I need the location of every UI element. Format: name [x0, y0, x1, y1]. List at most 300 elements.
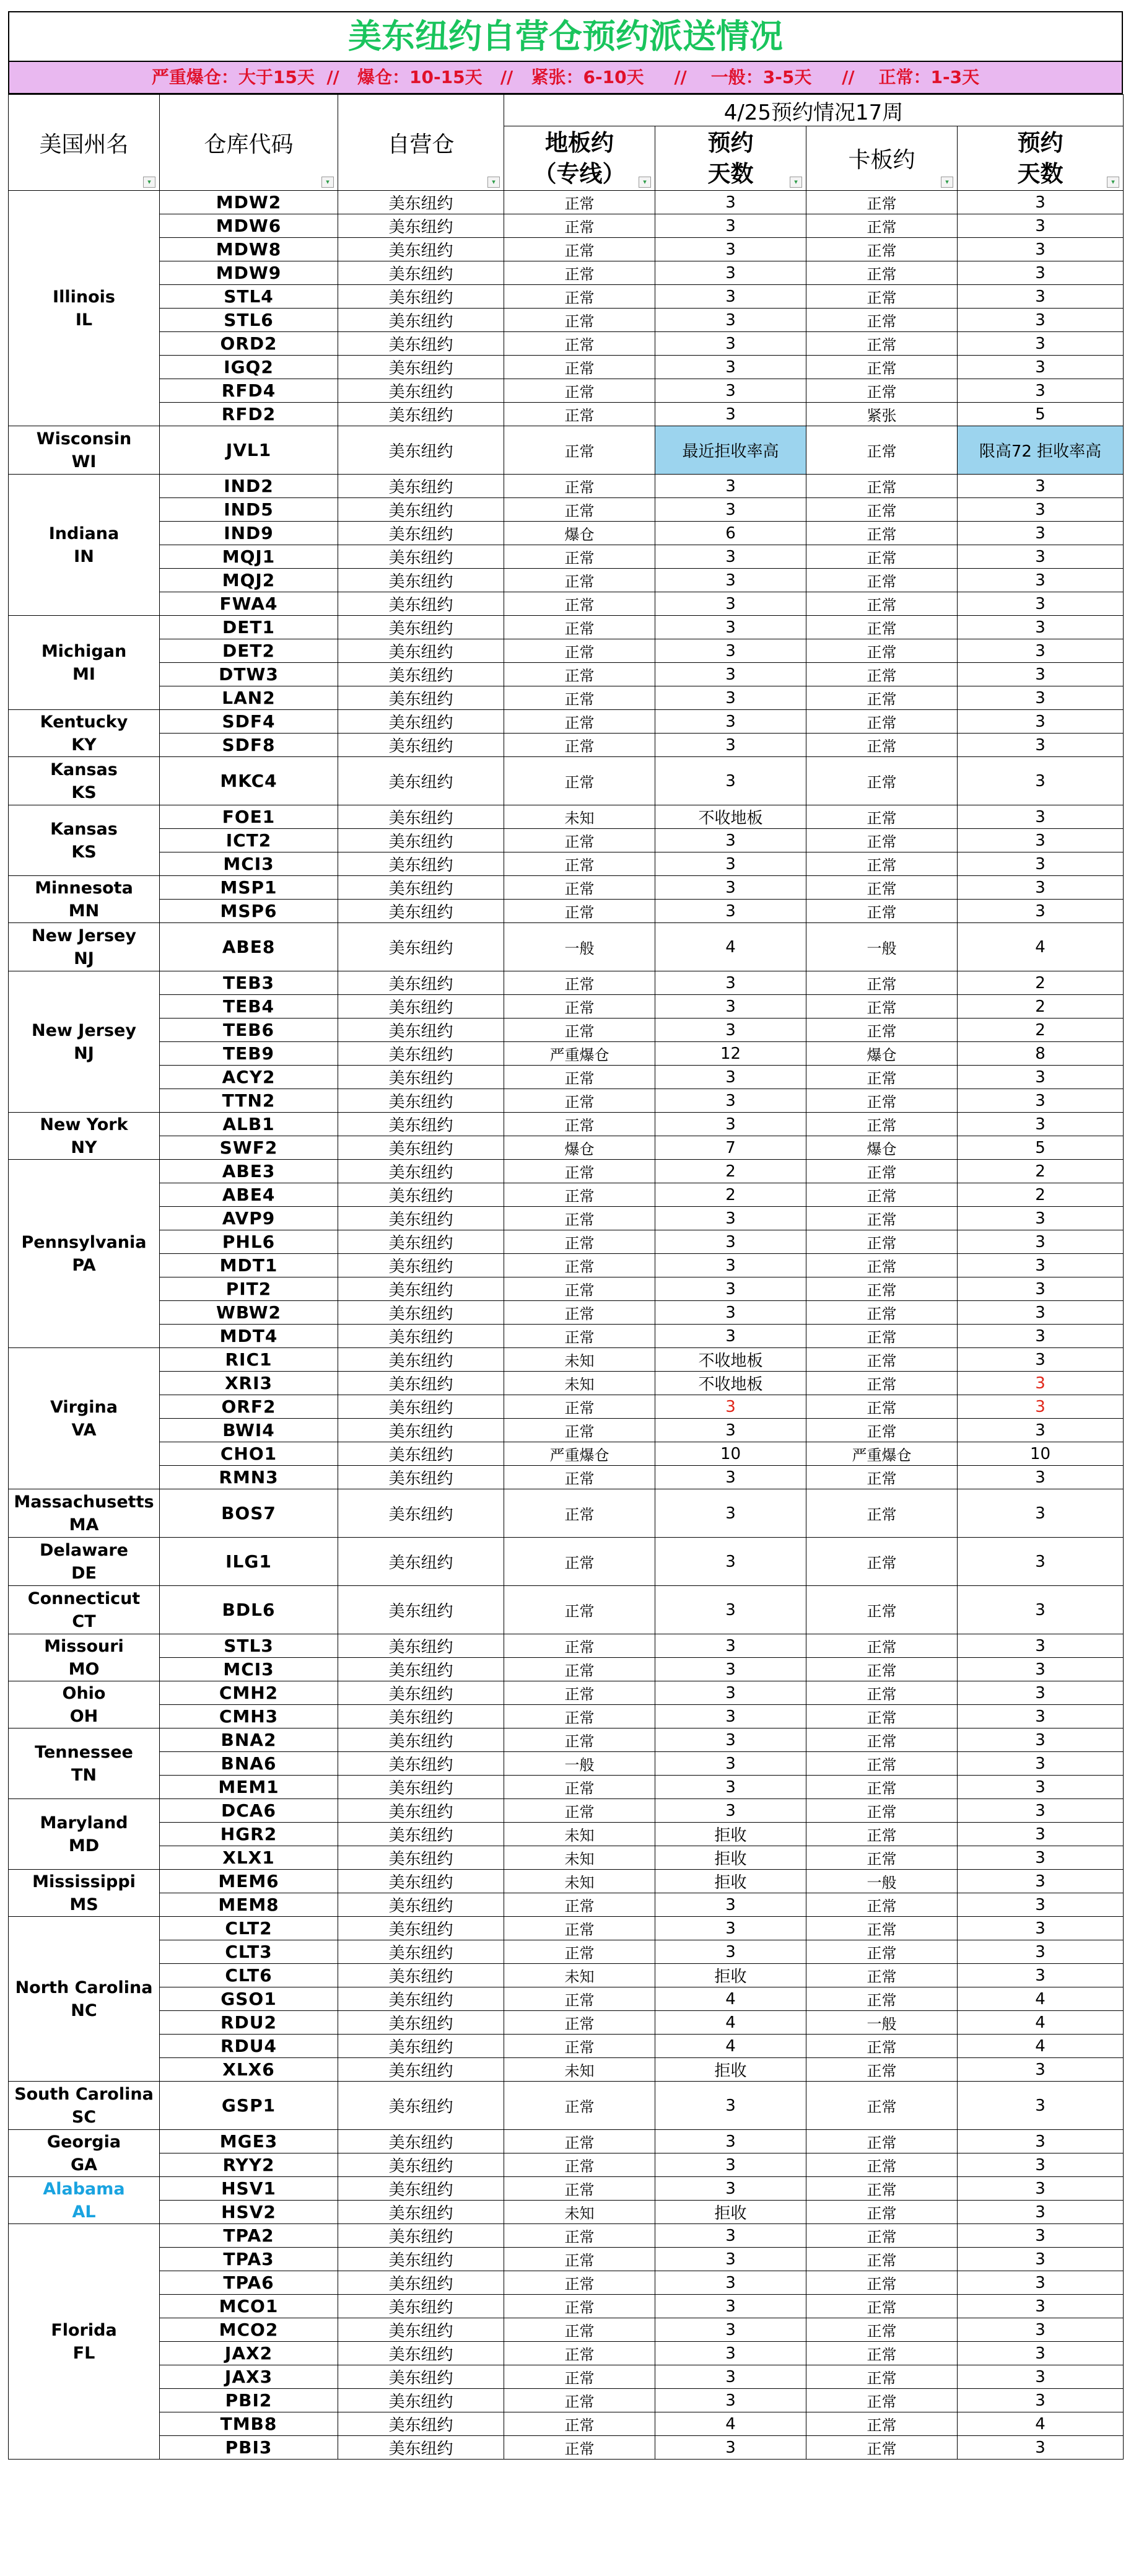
pallet-days-cell[interactable]: 3: [958, 639, 1124, 663]
code-cell[interactable]: BOS7: [160, 1489, 338, 1538]
floor-days-cell[interactable]: 3: [655, 1586, 806, 1634]
floor-days-cell[interactable]: 3: [655, 1799, 806, 1823]
code-cell[interactable]: PIT2: [160, 1277, 338, 1301]
floor-status-cell[interactable]: 严重爆仓: [504, 1042, 655, 1066]
floor-days-cell[interactable]: 3: [655, 2130, 806, 2153]
pallet-status-cell[interactable]: 正常: [806, 1823, 958, 1846]
code-cell[interactable]: MDW8: [160, 238, 338, 261]
state-cell[interactable]: [9, 1348, 160, 1489]
warehouse-cell[interactable]: 美东纽约: [338, 2318, 504, 2342]
pallet-days-cell[interactable]: 3: [958, 1230, 1124, 1254]
warehouse-cell[interactable]: 美东纽约: [338, 498, 504, 522]
code-cell[interactable]: XLX1: [160, 1846, 338, 1870]
pallet-days-cell[interactable]: 3: [958, 1964, 1124, 1987]
pallet-status-cell[interactable]: 一般: [806, 923, 958, 971]
pallet-days-cell[interactable]: 3: [958, 1893, 1124, 1917]
floor-days-cell[interactable]: 3: [655, 1019, 806, 1042]
floor-status-cell[interactable]: 正常: [504, 2295, 655, 2318]
pallet-days-cell[interactable]: 3: [958, 285, 1124, 309]
pallet-days-cell[interactable]: 8: [958, 1042, 1124, 1066]
filter-dropdown-icon[interactable]: ▾: [941, 177, 953, 188]
code-cell[interactable]: MEM1: [160, 1776, 338, 1799]
floor-status-cell[interactable]: 正常: [504, 238, 655, 261]
pallet-status-cell[interactable]: 正常: [806, 805, 958, 829]
pallet-status-cell[interactable]: 正常: [806, 379, 958, 403]
code-cell[interactable]: ACY2: [160, 1066, 338, 1089]
floor-days-cell[interactable]: 4: [655, 923, 806, 971]
pallet-status-cell[interactable]: 正常: [806, 2248, 958, 2271]
code-cell[interactable]: RIC1: [160, 1348, 338, 1372]
pallet-days-cell[interactable]: 4: [958, 2011, 1124, 2035]
floor-days-cell[interactable]: 3: [655, 2389, 806, 2412]
warehouse-cell[interactable]: 美东纽约: [338, 2271, 504, 2295]
pallet-days-cell[interactable]: 4: [958, 2412, 1124, 2436]
pallet-status-cell[interactable]: 正常: [806, 1089, 958, 1113]
pallet-status-cell[interactable]: 正常: [806, 1113, 958, 1136]
floor-days-cell[interactable]: 3: [655, 2318, 806, 2342]
code-cell[interactable]: CMH3: [160, 1705, 338, 1728]
pallet-status-cell[interactable]: 正常: [806, 1489, 958, 1538]
floor-days-cell[interactable]: 3: [655, 734, 806, 757]
warehouse-cell[interactable]: 美东纽约: [338, 522, 504, 545]
floor-status-cell[interactable]: 严重爆仓: [504, 1442, 655, 1466]
pallet-status-cell[interactable]: 正常: [806, 2365, 958, 2389]
warehouse-cell[interactable]: 美东纽约: [338, 2342, 504, 2365]
pallet-days-cell[interactable]: 3: [958, 2271, 1124, 2295]
pallet-status-cell[interactable]: 正常: [806, 1183, 958, 1207]
warehouse-cell[interactable]: 美东纽约: [338, 2035, 504, 2058]
pallet-days-cell[interactable]: 3: [958, 1705, 1124, 1728]
pallet-days-cell[interactable]: 3: [958, 261, 1124, 285]
warehouse-cell[interactable]: 美东纽约: [338, 379, 504, 403]
pallet-days-cell[interactable]: 4: [958, 2035, 1124, 2058]
pallet-status-cell[interactable]: 正常: [806, 1419, 958, 1442]
warehouse-cell[interactable]: 美东纽约: [338, 1752, 504, 1776]
pallet-days-cell[interactable]: 2: [958, 971, 1124, 995]
floor-status-cell[interactable]: 正常: [504, 285, 655, 309]
floor-days-cell[interactable]: 3: [655, 2082, 806, 2130]
floor-days-cell[interactable]: 3: [655, 995, 806, 1019]
code-cell[interactable]: TEB9: [160, 1042, 338, 1066]
warehouse-cell[interactable]: 美东纽约: [338, 805, 504, 829]
floor-days-cell[interactable]: 3: [655, 1113, 806, 1136]
pallet-days-cell[interactable]: 3: [958, 1301, 1124, 1325]
code-cell[interactable]: MDW9: [160, 261, 338, 285]
state-cell[interactable]: [9, 1681, 160, 1728]
code-cell[interactable]: MDW6: [160, 214, 338, 238]
floor-status-cell[interactable]: 正常: [504, 1419, 655, 1442]
pallet-days-cell[interactable]: 3: [958, 1728, 1124, 1752]
warehouse-cell[interactable]: 美东纽约: [338, 1964, 504, 1987]
warehouse-cell[interactable]: 美东纽约: [338, 1042, 504, 1066]
code-cell[interactable]: ALB1: [160, 1113, 338, 1136]
pallet-days-cell[interactable]: 2: [958, 995, 1124, 1019]
floor-days-cell[interactable]: 3: [655, 1658, 806, 1681]
pallet-status-cell[interactable]: 正常: [806, 332, 958, 356]
floor-days-cell[interactable]: 3: [655, 639, 806, 663]
pallet-days-cell[interactable]: 3: [958, 214, 1124, 238]
pallet-status-cell[interactable]: 正常: [806, 971, 958, 995]
warehouse-cell[interactable]: 美东纽约: [338, 1277, 504, 1301]
floor-days-cell[interactable]: 4: [655, 2011, 806, 2035]
pallet-status-cell[interactable]: 正常: [806, 545, 958, 569]
code-cell[interactable]: HSV2: [160, 2201, 338, 2224]
floor-status-cell[interactable]: 正常: [504, 2082, 655, 2130]
pallet-days-cell[interactable]: 3: [958, 1066, 1124, 1089]
pallet-days-cell[interactable]: 3: [958, 475, 1124, 498]
code-cell[interactable]: TEB6: [160, 1019, 338, 1042]
floor-days-cell[interactable]: 3: [655, 1917, 806, 1940]
warehouse-cell[interactable]: 美东纽约: [338, 261, 504, 285]
code-cell[interactable]: IND9: [160, 522, 338, 545]
code-cell[interactable]: ABE4: [160, 1183, 338, 1207]
floor-status-cell[interactable]: 正常: [504, 2035, 655, 2058]
floor-status-cell[interactable]: 正常: [504, 1207, 655, 1230]
pallet-days-cell[interactable]: 3: [958, 1113, 1124, 1136]
warehouse-cell[interactable]: 美东纽约: [338, 2412, 504, 2436]
warehouse-cell[interactable]: 美东纽约: [338, 309, 504, 332]
floor-status-cell[interactable]: 正常: [504, 1160, 655, 1183]
floor-days-cell[interactable]: 3: [655, 1893, 806, 1917]
floor-days-cell[interactable]: 3: [655, 900, 806, 923]
floor-status-cell[interactable]: 正常: [504, 734, 655, 757]
code-cell[interactable]: MQJ1: [160, 545, 338, 569]
pallet-days-cell[interactable]: 3: [958, 356, 1124, 379]
pallet-status-cell[interactable]: 正常: [806, 1538, 958, 1586]
code-cell[interactable]: MDT1: [160, 1254, 338, 1277]
floor-days-cell[interactable]: 3: [655, 285, 806, 309]
header-state[interactable]: [9, 95, 160, 191]
code-cell[interactable]: PBI2: [160, 2389, 338, 2412]
warehouse-cell[interactable]: 美东纽约: [338, 1466, 504, 1489]
warehouse-cell[interactable]: 美东纽约: [338, 2177, 504, 2201]
pallet-days-cell[interactable]: 3: [958, 2153, 1124, 2177]
state-cell[interactable]: [9, 971, 160, 1113]
pallet-status-cell[interactable]: 正常: [806, 2342, 958, 2365]
pallet-status-cell[interactable]: 正常: [806, 1893, 958, 1917]
floor-status-cell[interactable]: 正常: [504, 2412, 655, 2436]
floor-days-cell[interactable]: 3: [655, 1277, 806, 1301]
floor-status-cell[interactable]: 正常: [504, 2011, 655, 2035]
warehouse-cell[interactable]: 美东纽约: [338, 1634, 504, 1658]
pallet-days-cell[interactable]: 3: [958, 2201, 1124, 2224]
pallet-days-cell[interactable]: 3: [958, 238, 1124, 261]
code-cell[interactable]: XLX6: [160, 2058, 338, 2082]
floor-status-cell[interactable]: 正常: [504, 852, 655, 876]
warehouse-cell[interactable]: 美东纽约: [338, 757, 504, 805]
floor-days-cell[interactable]: 3: [655, 829, 806, 852]
state-cell[interactable]: [9, 2082, 160, 2130]
floor-status-cell[interactable]: 正常: [504, 2389, 655, 2412]
floor-status-cell[interactable]: 正常: [504, 2248, 655, 2271]
floor-days-cell[interactable]: 3: [655, 498, 806, 522]
pallet-status-cell[interactable]: 正常: [806, 2318, 958, 2342]
pallet-days-cell[interactable]: 3: [958, 379, 1124, 403]
warehouse-cell[interactable]: 美东纽约: [338, 616, 504, 639]
pallet-status-cell[interactable]: 正常: [806, 569, 958, 592]
pallet-days-cell[interactable]: 10: [958, 1442, 1124, 1466]
pallet-status-cell[interactable]: 正常: [806, 522, 958, 545]
floor-days-cell[interactable]: 3: [655, 592, 806, 616]
warehouse-cell[interactable]: 美东纽约: [338, 852, 504, 876]
warehouse-cell[interactable]: 美东纽约: [338, 2389, 504, 2412]
pallet-status-cell[interactable]: 紧张: [806, 403, 958, 426]
floor-status-cell[interactable]: 正常: [504, 569, 655, 592]
pallet-status-cell[interactable]: 正常: [806, 1230, 958, 1254]
pallet-days-cell[interactable]: 3: [958, 1940, 1124, 1964]
warehouse-cell[interactable]: 美东纽约: [338, 1089, 504, 1113]
warehouse-cell[interactable]: 美东纽约: [338, 2058, 504, 2082]
floor-status-cell[interactable]: 正常: [504, 1325, 655, 1348]
warehouse-cell[interactable]: 美东纽约: [338, 663, 504, 686]
floor-status-cell[interactable]: 正常: [504, 900, 655, 923]
code-cell[interactable]: MQJ2: [160, 569, 338, 592]
warehouse-cell[interactable]: 美东纽约: [338, 1325, 504, 1348]
floor-status-cell[interactable]: 正常: [504, 2271, 655, 2295]
code-cell[interactable]: ABE8: [160, 923, 338, 971]
floor-status-cell[interactable]: 正常: [504, 2177, 655, 2201]
pallet-status-cell[interactable]: 正常: [806, 2224, 958, 2248]
state-cell[interactable]: [9, 2177, 160, 2224]
floor-days-cell[interactable]: 3: [655, 757, 806, 805]
warehouse-cell[interactable]: 美东纽约: [338, 2082, 504, 2130]
code-cell[interactable]: CLT2: [160, 1917, 338, 1940]
floor-days-cell[interactable]: 3: [655, 1489, 806, 1538]
floor-status-cell[interactable]: 正常: [504, 757, 655, 805]
pallet-status-cell[interactable]: 正常: [806, 757, 958, 805]
floor-days-cell[interactable]: 6: [655, 522, 806, 545]
pallet-days-cell[interactable]: 3: [958, 805, 1124, 829]
code-cell[interactable]: CHO1: [160, 1442, 338, 1466]
floor-status-cell[interactable]: 正常: [504, 2224, 655, 2248]
pallet-days-cell[interactable]: 3: [958, 2082, 1124, 2130]
pallet-days-cell[interactable]: 3: [958, 1348, 1124, 1372]
code-cell[interactable]: RFD4: [160, 379, 338, 403]
floor-status-cell[interactable]: 正常: [504, 876, 655, 900]
warehouse-cell[interactable]: 美东纽约: [338, 1183, 504, 1207]
pallet-status-cell[interactable]: 正常: [806, 900, 958, 923]
pallet-status-cell[interactable]: 正常: [806, 1728, 958, 1752]
filter-dropdown-icon[interactable]: ▾: [639, 177, 651, 188]
floor-days-cell[interactable]: 2: [655, 1160, 806, 1183]
floor-status-cell[interactable]: 正常: [504, 1254, 655, 1277]
floor-status-cell[interactable]: 未知: [504, 2201, 655, 2224]
pallet-days-cell[interactable]: 3: [958, 852, 1124, 876]
pallet-days-cell[interactable]: 3: [958, 1586, 1124, 1634]
floor-days-cell[interactable]: 3: [655, 852, 806, 876]
pallet-days-cell[interactable]: 2: [958, 1160, 1124, 1183]
floor-days-cell[interactable]: 3: [655, 2295, 806, 2318]
pallet-days-cell[interactable]: 3: [958, 1419, 1124, 1442]
floor-status-cell[interactable]: 正常: [504, 309, 655, 332]
code-cell[interactable]: MCO2: [160, 2318, 338, 2342]
code-cell[interactable]: SWF2: [160, 1136, 338, 1160]
pallet-days-cell[interactable]: 3: [958, 1823, 1124, 1846]
warehouse-cell[interactable]: 美东纽约: [338, 569, 504, 592]
code-cell[interactable]: CLT6: [160, 1964, 338, 1987]
floor-days-cell[interactable]: 不收地板: [655, 805, 806, 829]
floor-days-cell[interactable]: 3: [655, 379, 806, 403]
state-cell[interactable]: [9, 1586, 160, 1634]
warehouse-cell[interactable]: 美东纽约: [338, 1823, 504, 1846]
warehouse-cell[interactable]: 美东纽约: [338, 403, 504, 426]
floor-status-cell[interactable]: 正常: [504, 710, 655, 734]
pallet-days-cell[interactable]: 限高72 拒收率高: [958, 426, 1124, 475]
warehouse-cell[interactable]: 美东纽约: [338, 1917, 504, 1940]
warehouse-cell[interactable]: 美东纽约: [338, 1442, 504, 1466]
floor-status-cell[interactable]: 未知: [504, 1964, 655, 1987]
floor-status-cell[interactable]: 正常: [504, 1489, 655, 1538]
floor-days-cell[interactable]: 3: [655, 475, 806, 498]
floor-days-cell[interactable]: 4: [655, 2035, 806, 2058]
floor-status-cell[interactable]: 正常: [504, 663, 655, 686]
state-cell[interactable]: [9, 1917, 160, 2082]
pallet-status-cell[interactable]: 正常: [806, 710, 958, 734]
pallet-status-cell[interactable]: 正常: [806, 1372, 958, 1395]
warehouse-cell[interactable]: 美东纽约: [338, 1136, 504, 1160]
floor-days-cell[interactable]: 拒收: [655, 1964, 806, 1987]
state-cell[interactable]: [9, 1870, 160, 1917]
code-cell[interactable]: RMN3: [160, 1466, 338, 1489]
floor-status-cell[interactable]: 正常: [504, 995, 655, 1019]
code-cell[interactable]: MGE3: [160, 2130, 338, 2153]
pallet-days-cell[interactable]: 3: [958, 2389, 1124, 2412]
floor-days-cell[interactable]: 拒收: [655, 1823, 806, 1846]
pallet-days-cell[interactable]: 3: [958, 1870, 1124, 1893]
pallet-days-cell[interactable]: 4: [958, 923, 1124, 971]
warehouse-cell[interactable]: 美东纽约: [338, 426, 504, 475]
header-pallet[interactable]: [806, 126, 958, 191]
pallet-days-cell[interactable]: 3: [958, 1372, 1124, 1395]
warehouse-cell[interactable]: 美东纽约: [338, 1113, 504, 1136]
floor-status-cell[interactable]: 正常: [504, 1940, 655, 1964]
code-cell[interactable]: MCI3: [160, 852, 338, 876]
pallet-status-cell[interactable]: 正常: [806, 356, 958, 379]
code-cell[interactable]: ICT2: [160, 829, 338, 852]
state-cell[interactable]: [9, 710, 160, 757]
pallet-status-cell[interactable]: 正常: [806, 1846, 958, 1870]
pallet-days-cell[interactable]: 4: [958, 1987, 1124, 2011]
floor-days-cell[interactable]: 3: [655, 569, 806, 592]
code-cell[interactable]: MCO1: [160, 2295, 338, 2318]
warehouse-cell[interactable]: 美东纽约: [338, 1489, 504, 1538]
floor-days-cell[interactable]: 3: [655, 2271, 806, 2295]
warehouse-cell[interactable]: 美东纽约: [338, 1728, 504, 1752]
code-cell[interactable]: MKC4: [160, 757, 338, 805]
floor-days-cell[interactable]: 3: [655, 1752, 806, 1776]
code-cell[interactable]: IND2: [160, 475, 338, 498]
pallet-days-cell[interactable]: 2: [958, 1183, 1124, 1207]
pallet-days-cell[interactable]: 3: [958, 1846, 1124, 1870]
warehouse-cell[interactable]: 美东纽约: [338, 2224, 504, 2248]
pallet-days-cell[interactable]: 3: [958, 545, 1124, 569]
pallet-status-cell[interactable]: 正常: [806, 686, 958, 710]
floor-days-cell[interactable]: 拒收: [655, 2201, 806, 2224]
warehouse-cell[interactable]: 美东纽约: [338, 876, 504, 900]
floor-status-cell[interactable]: 正常: [504, 592, 655, 616]
pallet-days-cell[interactable]: 3: [958, 1776, 1124, 1799]
state-cell[interactable]: [9, 1489, 160, 1538]
state-cell[interactable]: [9, 1113, 160, 1160]
floor-days-cell[interactable]: 3: [655, 1301, 806, 1325]
code-cell[interactable]: PHL6: [160, 1230, 338, 1254]
warehouse-cell[interactable]: 美东纽约: [338, 1066, 504, 1089]
state-cell[interactable]: [9, 923, 160, 971]
warehouse-cell[interactable]: 美东纽约: [338, 1658, 504, 1681]
floor-days-cell[interactable]: 3: [655, 238, 806, 261]
state-cell[interactable]: [9, 191, 160, 426]
warehouse-cell[interactable]: 美东纽约: [338, 1019, 504, 1042]
code-cell[interactable]: ABE3: [160, 1160, 338, 1183]
pallet-status-cell[interactable]: 正常: [806, 309, 958, 332]
floor-status-cell[interactable]: 正常: [504, 1089, 655, 1113]
code-cell[interactable]: DCA6: [160, 1799, 338, 1823]
floor-days-cell[interactable]: 3: [655, 1538, 806, 1586]
floor-status-cell[interactable]: 正常: [504, 1658, 655, 1681]
state-cell[interactable]: [9, 1634, 160, 1681]
pallet-days-cell[interactable]: 3: [958, 2130, 1124, 2153]
code-cell[interactable]: STL6: [160, 309, 338, 332]
floor-status-cell[interactable]: 正常: [504, 616, 655, 639]
pallet-days-cell[interactable]: 5: [958, 1136, 1124, 1160]
floor-days-cell[interactable]: 3: [655, 1395, 806, 1419]
pallet-status-cell[interactable]: 正常: [806, 2130, 958, 2153]
code-cell[interactable]: ILG1: [160, 1538, 338, 1586]
floor-status-cell[interactable]: 正常: [504, 1301, 655, 1325]
code-cell[interactable]: JAX2: [160, 2342, 338, 2365]
filter-dropdown-icon[interactable]: ▾: [1107, 177, 1119, 188]
code-cell[interactable]: CLT3: [160, 1940, 338, 1964]
floor-status-cell[interactable]: 正常: [504, 2130, 655, 2153]
pallet-days-cell[interactable]: 3: [958, 2058, 1124, 2082]
pallet-status-cell[interactable]: 正常: [806, 1917, 958, 1940]
pallet-status-cell[interactable]: 正常: [806, 1466, 958, 1489]
floor-status-cell[interactable]: 正常: [504, 1230, 655, 1254]
warehouse-cell[interactable]: 美东纽约: [338, 734, 504, 757]
warehouse-cell[interactable]: 美东纽约: [338, 1586, 504, 1634]
warehouse-cell[interactable]: 美东纽约: [338, 2436, 504, 2460]
code-cell[interactable]: TMB8: [160, 2412, 338, 2436]
floor-status-cell[interactable]: 未知: [504, 1846, 655, 1870]
floor-days-cell[interactable]: 7: [655, 1136, 806, 1160]
pallet-days-cell[interactable]: 3: [958, 1395, 1124, 1419]
floor-days-cell[interactable]: 12: [655, 1042, 806, 1066]
floor-status-cell[interactable]: 未知: [504, 1823, 655, 1846]
code-cell[interactable]: SDF8: [160, 734, 338, 757]
pallet-days-cell[interactable]: 3: [958, 2365, 1124, 2389]
floor-status-cell[interactable]: 正常: [504, 545, 655, 569]
floor-status-cell[interactable]: 未知: [504, 2058, 655, 2082]
pallet-days-cell[interactable]: 3: [958, 2436, 1124, 2460]
pallet-days-cell[interactable]: 3: [958, 1681, 1124, 1705]
floor-days-cell[interactable]: 3: [655, 332, 806, 356]
state-cell[interactable]: [9, 2224, 160, 2460]
pallet-days-cell[interactable]: 3: [958, 2318, 1124, 2342]
warehouse-cell[interactable]: 美东纽约: [338, 332, 504, 356]
code-cell[interactable]: DET1: [160, 616, 338, 639]
warehouse-cell[interactable]: 美东纽约: [338, 356, 504, 379]
pallet-status-cell[interactable]: 正常: [806, 852, 958, 876]
floor-status-cell[interactable]: 爆仓: [504, 522, 655, 545]
pallet-days-cell[interactable]: 3: [958, 1466, 1124, 1489]
floor-days-cell[interactable]: 3: [655, 1066, 806, 1089]
pallet-status-cell[interactable]: 正常: [806, 1325, 958, 1348]
pallet-status-cell[interactable]: 正常: [806, 2153, 958, 2177]
code-cell[interactable]: HSV1: [160, 2177, 338, 2201]
code-cell[interactable]: LAN2: [160, 686, 338, 710]
code-cell[interactable]: IND5: [160, 498, 338, 522]
code-cell[interactable]: FOE1: [160, 805, 338, 829]
